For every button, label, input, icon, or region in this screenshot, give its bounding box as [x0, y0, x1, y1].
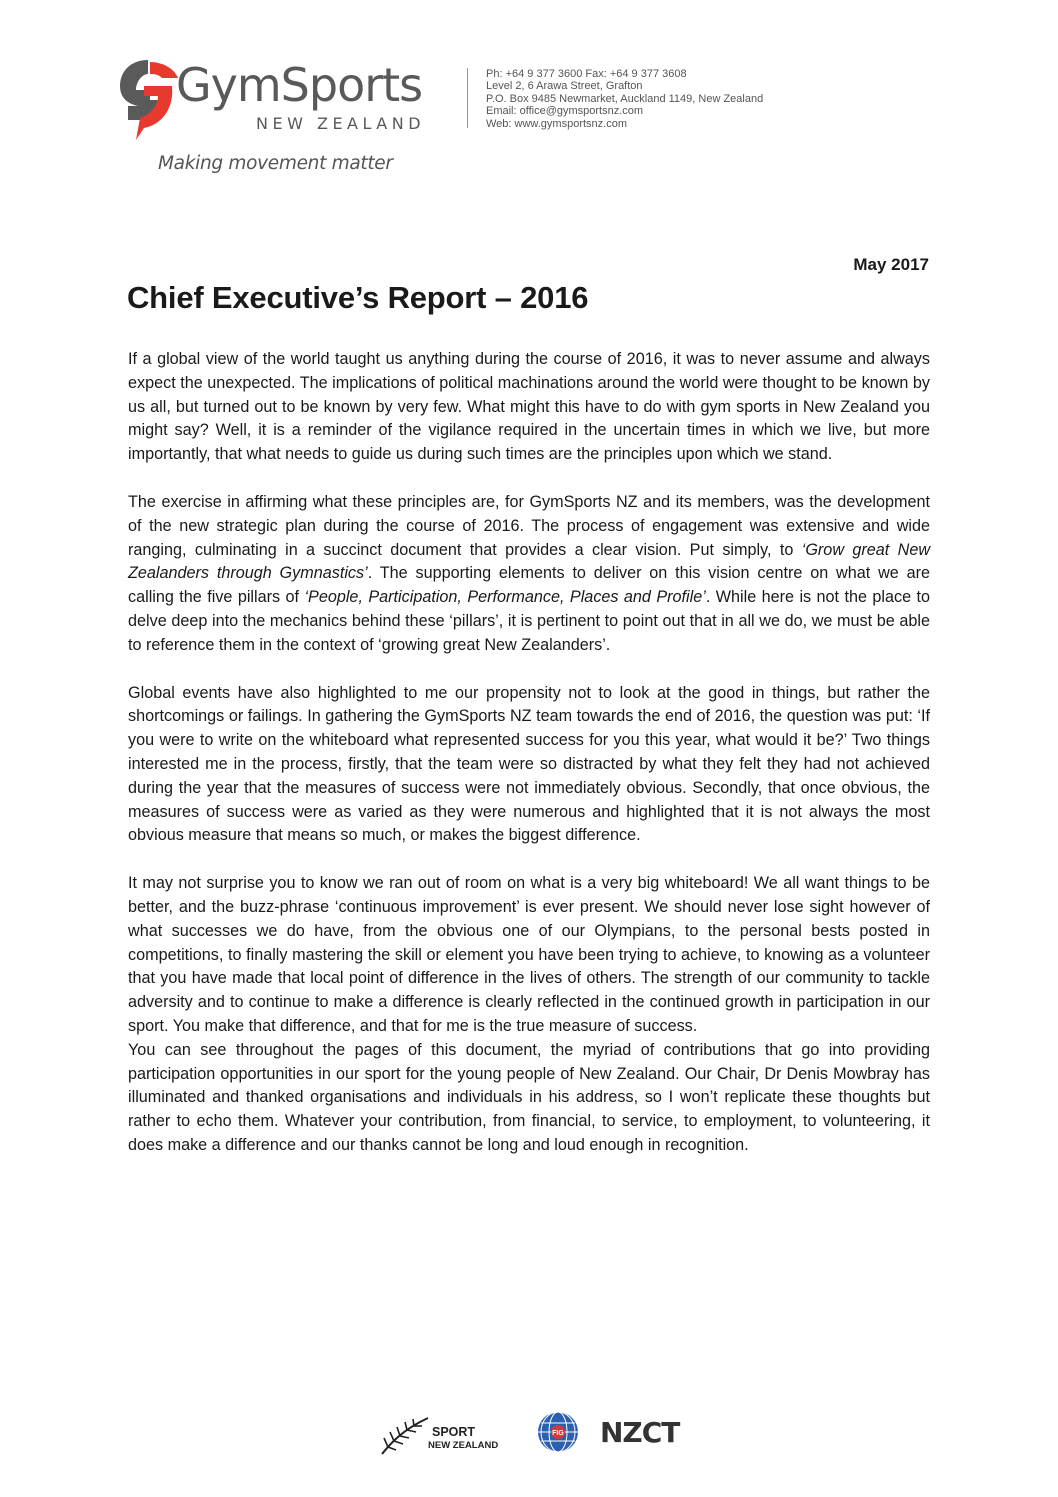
report-body — [128, 348, 930, 1158]
fig-label: FIG — [552, 1430, 564, 1437]
logo-country: NEW ZEALAND — [256, 114, 426, 133]
header-divider — [467, 68, 468, 128]
contact-email[interactable]: Email: office@gymsportsnz.com — [486, 105, 644, 118]
sport-nz-logo — [428, 1425, 499, 1452]
contact-web[interactable]: Web: www.gymsportsnz.com — [486, 117, 628, 130]
sport-nz-line1: SPORT — [432, 1425, 476, 1439]
gymsports-logo — [118, 52, 458, 182]
vision-statement: ‘Grow great New Zealanders through Gymnastics’ — [128, 540, 931, 583]
logo-tagline: Making movement matter — [158, 153, 393, 174]
sport-nz-line2: NEW ZEALAND — [428, 1440, 499, 1451]
fig-globe-icon — [536, 1410, 580, 1454]
paragraph-3: Global events have also highlighted to me our propensity not to look at the good in things, but rather the shortcomings or failings. In gathering the GymSports NZ team towards the end of 2016, the question was put: ‘If you were to write on the whiteboard what represented success for you this year, what would it be?’ Two things interested me in the process, firstly, that the team were so distracted by what they felt they had not achieved during the year that the measures of success were not immediately obvious. Secondly, that once obvious, the measures of success were as varied as they were numerous and highlighted that it is not always the most obvious measure that means so much, or makes the biggest difference. — [128, 683, 930, 845]
paragraph-2 — [128, 491, 930, 658]
paragraph-2-text-a: The exercise in affirming what these principles are, for GymSports NZ and its members, was the development of the new strategic plan during the course of 2016. The process of engagement was extensive and wide ranging, culminating in a succinct document that provides a clear vision. Put simply, to — [128, 492, 930, 559]
report-date: May 2017 — [853, 255, 929, 274]
nzct-logo: NZCT — [600, 1416, 680, 1449]
five-pillars: ‘People, Participation, Performance, Places and Profile’ — [304, 588, 706, 607]
paragraph-2-text-e: . While here is not the place to delve deep into the mechanics behind these ‘pillars’, it is pertinent to point out that in all we do, we must be able to reference them in the context of ‘growing great New Zealanders’. — [128, 588, 930, 654]
contact-block — [486, 68, 763, 130]
contact-address: Level 2, 6 Arawa Street, Grafton — [486, 80, 643, 93]
gymsports-swoosh-icon — [118, 56, 180, 142]
contact-phone: Ph: +64 9 377 3600 Fax: +64 9 377 3608 — [486, 68, 687, 80]
paragraph-1: If a global view of the world taught us anything during the course of 2016, it was to never assume and always expect the unexpected. The implications of political machinations around the world were thought to be known by us all, but turned out to be known by very few. What might this have to do with gym sports in New Zealand you might say? Well, it is a reminder of the vigilance required in the uncertain times in which we live, but more importantly, that what needs to guide us during such times are the principles upon which we stand. — [128, 350, 930, 464]
paragraph-4: It may not surprise you to know we ran out of room on what is a very big whiteboard! We all want things to be better, and the buzz-phrase ‘continuous improvement’ is ever present. We should never lose sight however of what successes we do have, from the obvious one of our Olympians, to the personal bests posted in competitions, to finally mastering the skill or element you have been trying to achieve, to knowing as a volunteer that you have made that local point of difference in the lives of others. The strength of our community to tackle adversity and to continue to make a difference is clearly reflected in the continued growth in participation in our sport. You make that difference, and that for me is the true measure of success. — [128, 874, 930, 1035]
paragraph-2-text-c: . The supporting elements to deliver on this vision centre on what we are calling the five pillars of — [128, 564, 931, 607]
paragraph-5: You can see throughout the pages of this document, the myriad of contributions that go into providing participation opportunities in our sport for the young people of New Zealand. Our Chair, Dr Denis Mowbray has illuminated and thanked organisations and individuals in his address, so I won’t replicate these thoughts but rather to echo them. Whatever your contribution, from financial, to service, to employment, to volunteering, it does make a difference and our thanks cannot be long and loud enough in recognition. — [128, 1040, 930, 1154]
page-title: Chief Executive’s Report – 2016 — [127, 280, 589, 315]
silver-fern-icon — [380, 1414, 430, 1456]
contact-pobox: P.O. Box 9485 Newmarket, Auckland 1149, New Zealand — [486, 92, 764, 105]
logo-name: GymSports — [176, 58, 423, 112]
sponsor-logos — [380, 1408, 680, 1460]
